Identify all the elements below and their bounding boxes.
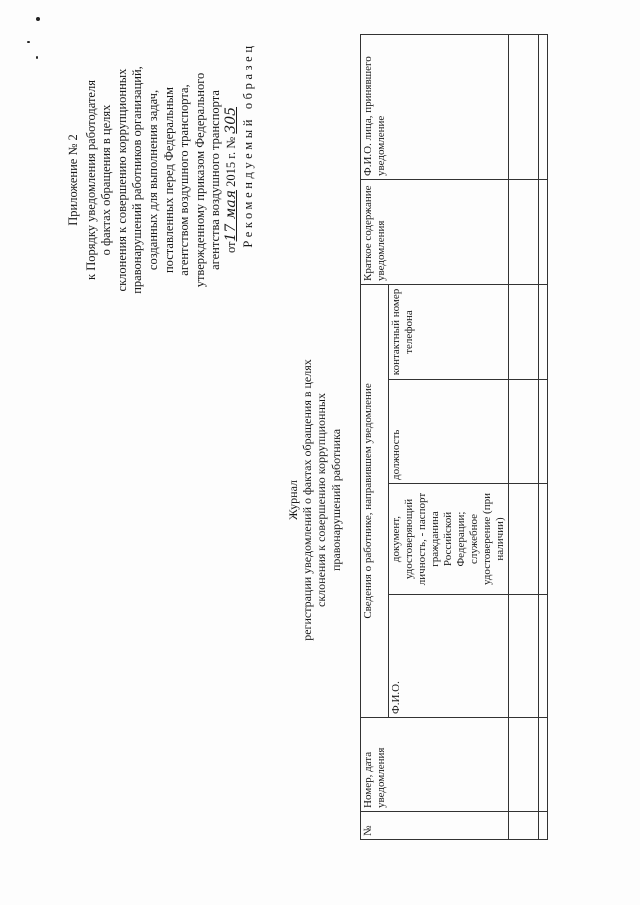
journal-heading <box>286 315 343 685</box>
subheader-id-document: документ, удостоверяющий личность, - паспорт гражданина Российской Федерации; служебное удостоверение (при наличии) <box>389 484 509 595</box>
journal-subtitle-line: правонарушений работника <box>328 428 343 572</box>
journal-subtitle-line: регистрации уведомлений о фактах обращения в целях <box>300 359 315 641</box>
appendix-line: к Порядку уведомления работодателя <box>83 80 98 280</box>
table-row <box>539 34 548 839</box>
header-summary: Краткое содержание уведомления <box>361 179 509 284</box>
journal-title: Журнал <box>286 480 300 521</box>
appendix-line: созданных для выполнения задач, <box>145 89 160 271</box>
scan-speck <box>36 56 38 59</box>
appendix-line: склонения к совершению коррупционных <box>114 68 129 292</box>
table-cell <box>539 595 548 718</box>
appendix-date-line <box>224 15 240 345</box>
appendix-line: агентства воздушного транспорта <box>208 90 223 270</box>
table-cell <box>509 284 539 379</box>
table-header-row <box>361 34 389 839</box>
table-cell <box>539 179 548 284</box>
table-cell <box>509 484 539 595</box>
journal-table <box>360 34 548 840</box>
scan-speck <box>27 41 30 43</box>
appendix-block <box>66 15 240 345</box>
journal-subtitle-line: склонения к совершению коррупционных <box>314 393 329 607</box>
table-cell <box>509 179 539 284</box>
table-cell <box>509 718 539 812</box>
subheader-fio: Ф.И.О. <box>389 595 509 718</box>
header-reg-number-date: Номер, дата уведомления <box>361 718 509 812</box>
table-cell <box>509 595 539 718</box>
appendix-line: утвержденному приказом Федерального <box>192 72 207 288</box>
subheader-phone: контактный номер телефона <box>389 284 509 379</box>
appendix-title: Приложение № 2 <box>66 134 80 226</box>
table-cell <box>509 34 539 179</box>
table-cell <box>539 718 548 812</box>
table-row <box>509 34 539 839</box>
header-receiver: Ф.И.О. лица, принявшего уведомление <box>361 34 509 179</box>
table-cell <box>539 380 548 484</box>
table-cell <box>509 380 539 484</box>
appendix-line: о фактах обращения в целях <box>99 104 114 256</box>
appendix-line: агентством воздушного транспорта, <box>177 84 192 276</box>
date-prefix: от <box>223 241 238 254</box>
sample-label: Рекомендуемый образец <box>241 42 255 248</box>
appendix-line: поставленных перед Федеральным <box>161 87 176 274</box>
header-employee-info: Сведения о работнике, направившем уведомление <box>361 284 389 717</box>
appendix-line: правонарушений работников организаций, <box>130 66 145 294</box>
table-cell <box>509 812 539 840</box>
date-suffix: 2015 г. № <box>223 136 238 187</box>
scan-speck <box>36 17 40 21</box>
handwritten-date: 17 мая <box>222 189 239 242</box>
subheader-position: должность <box>389 380 509 484</box>
table-cell <box>539 812 548 840</box>
header-num: № <box>361 812 509 840</box>
table-cell <box>539 284 548 379</box>
table-cell <box>539 484 548 595</box>
table-cell <box>539 34 548 179</box>
handwritten-number: 305 <box>222 106 239 134</box>
